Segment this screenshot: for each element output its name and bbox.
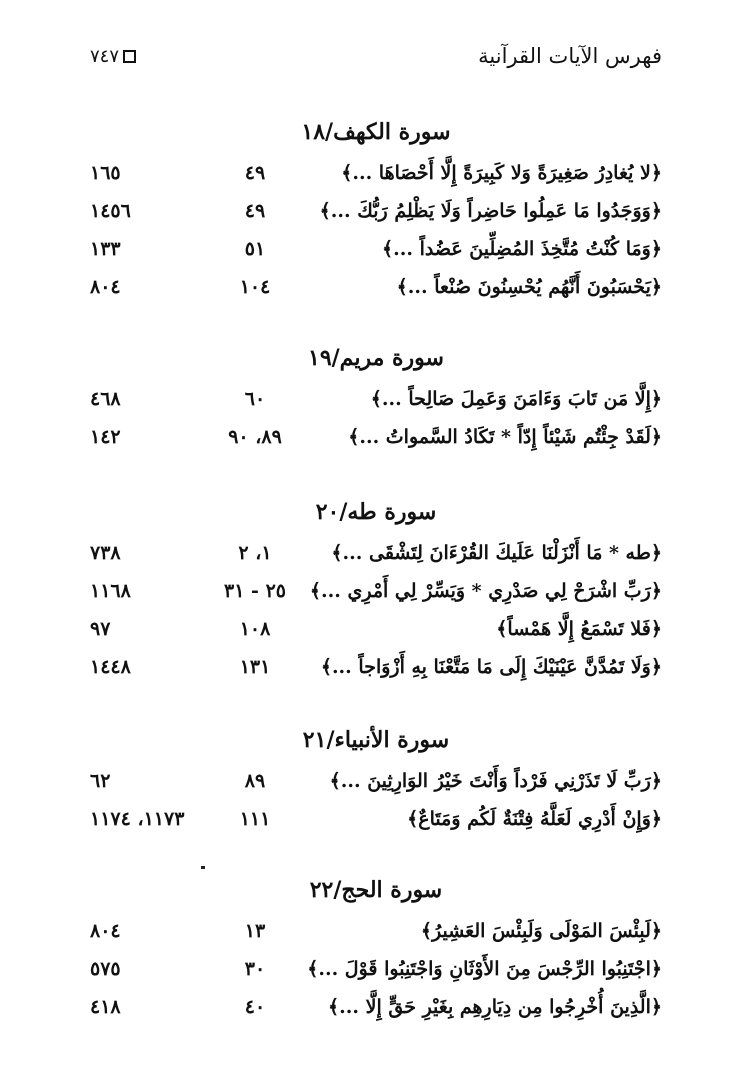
ayah-number: ١٠٤ (239, 276, 271, 298)
ayah-number: ٤٩ (244, 200, 266, 222)
verse-text: ﴿إِلَّا مَن تَابَ وَءَامَنَ وَعَمِلَ صَالِحاً ...﴾ (370, 388, 662, 410)
page-ref: ٤١٨ (90, 996, 121, 1018)
ayah-number: ٢٥ - ٣١ (224, 580, 286, 602)
table-row (90, 610, 662, 648)
table-row (90, 230, 662, 268)
verse-text: ﴿رَبِّ اشْرَحْ لِي صَدْرِي * وَيَسِّرْ لِي أَمْرِي ...﴾ (309, 580, 662, 602)
surah-section-maryam (90, 336, 662, 456)
ayah-number: ٨٩، ٩٠ (228, 426, 282, 448)
ayah-number: ٤٩ (244, 162, 266, 184)
surah-title: سورة طه/٢٠ (315, 499, 437, 525)
table-row (90, 534, 662, 572)
page-ref: ٥٧٥ (90, 958, 121, 980)
table-row (90, 380, 662, 418)
ayah-number: ١١١ (239, 808, 271, 830)
page-ref: ١٤٢ (90, 426, 121, 448)
ayah-number: ٥١ (244, 238, 266, 260)
verse-text: ﴿رَبِّ لَا تَذَرْنِي فَرْداً وَأَنْتَ خَيْرُ الوَارِثِينَ ...﴾ (329, 770, 662, 792)
ayah-number: ١٣١ (239, 656, 271, 678)
ayah-number: ١٣ (244, 920, 266, 942)
page-number (90, 46, 136, 67)
page-ref: ١٤٤٨ (90, 656, 131, 678)
table-row (90, 418, 662, 456)
surah-title: سورة الأنبياء/٢١ (302, 727, 450, 753)
running-header (90, 44, 662, 80)
surah-title: سورة مريم/١٩ (308, 345, 444, 371)
header-title: فهرس الآيات القرآنية (478, 44, 662, 68)
surah-section-taha (90, 490, 662, 686)
ayah-number: ١٠٨ (239, 618, 271, 640)
verse-text: ﴿اجْتَنِبُوا الرِّجْسَ مِنَ الأَوْثَانِ وَاجْتَنِبُوا قَوْلَ ...﴾ (307, 958, 662, 980)
verse-text: ﴿لَبِئْسَ المَوْلَى وَلَبِئْسَ العَشِيرُ﴾ (420, 920, 662, 942)
table-row (90, 950, 662, 988)
page-ref: ١٤٥٦ (90, 200, 131, 222)
page-number-value: ٧٤٧ (90, 46, 120, 67)
page-ref: ١٣٣ (90, 238, 121, 260)
table-row (90, 762, 662, 800)
table-row (90, 268, 662, 306)
square-icon (123, 50, 136, 63)
page-ref: ٤٦٨ (90, 388, 121, 410)
page-ref: ٧٣٨ (90, 542, 121, 564)
ayah-number: ٤٠ (244, 996, 266, 1018)
table-row (90, 572, 662, 610)
verse-text: ﴿طه * مَا أَنْزَلْنَا عَلَيكَ القُرْءَانَ لِتَشْقَى ...﴾ (331, 542, 662, 564)
page-ref: ١٦٥ (90, 162, 121, 184)
ayah-number: ١، ٢ (238, 542, 272, 564)
verse-text: ﴿لا يُغادِرُ صَغِيرَةً وَلا كَبِيرَةً إِلَّا أَحْصَاهَا ...﴾ (341, 162, 662, 184)
table-row (90, 648, 662, 686)
verse-text: ﴿الَّذِينَ أُخْرِجُوا مِن دِيَارِهِم بِغَيْرِ حَقٍّ إِلَّا ...﴾ (328, 996, 662, 1018)
ayah-number: ٦٠ (244, 388, 266, 410)
ayah-number: ٣٠ (244, 958, 266, 980)
surah-section-kahf (90, 110, 662, 306)
surah-title: سورة الكهف/١٨ (301, 119, 451, 145)
page-ref: ٨٠٤ (90, 920, 121, 942)
page-ref: ٦٢ (90, 770, 111, 792)
table-row (90, 912, 662, 950)
surah-section-anbiya (90, 718, 662, 838)
verse-text: ﴿لَقَدْ جِئْتُم شَيْئاً إِدّاً * تَكَادُ السَّمواتُ ...﴾ (348, 426, 662, 448)
verse-text: ﴿يَحْسَبُونَ أَنَّهُم يُحْسِنُونَ صُنْعاً ...﴾ (396, 276, 662, 298)
table-row (90, 192, 662, 230)
page-ref: ١١٧٣، ١١٧٤ (90, 808, 185, 830)
verse-text: ﴿وَوَجَدُوا مَا عَمِلُوا حَاضِراً وَلَا يَظْلِمُ رَبُّكَ ...﴾ (319, 200, 662, 222)
surah-title: سورة الحج/٢٢ (309, 877, 443, 903)
table-row (90, 154, 662, 192)
verse-text: ﴿وَإِنْ أَدْرِي لَعَلَّهُ فِتْنَةٌ لَكُم وَمَتَاعٌ﴾ (407, 808, 662, 830)
table-row (90, 800, 662, 838)
verse-text: ﴿وَلَا تَمُدَّنَّ عَيْنَيْكَ إِلَى مَا مَتَّعْنَا بِهِ أَزْوَاجاً ...﴾ (320, 656, 662, 678)
page-ref: ٨٠٤ (90, 276, 121, 298)
ayah-number: ٨٩ (244, 770, 266, 792)
table-row (90, 988, 662, 1026)
page-ref: ٩٧ (90, 618, 111, 640)
verse-text: ﴿وَمَا كُنْتُ مُتَّخِذَ المُضِلِّينَ عَضُداً ...﴾ (382, 238, 662, 260)
page-ref: ١١٦٨ (90, 580, 131, 602)
surah-section-hajj (90, 868, 662, 1026)
verse-text: ﴿فَلا تَسْمَعُ إِلَّا هَمْساً﴾ (496, 618, 662, 640)
